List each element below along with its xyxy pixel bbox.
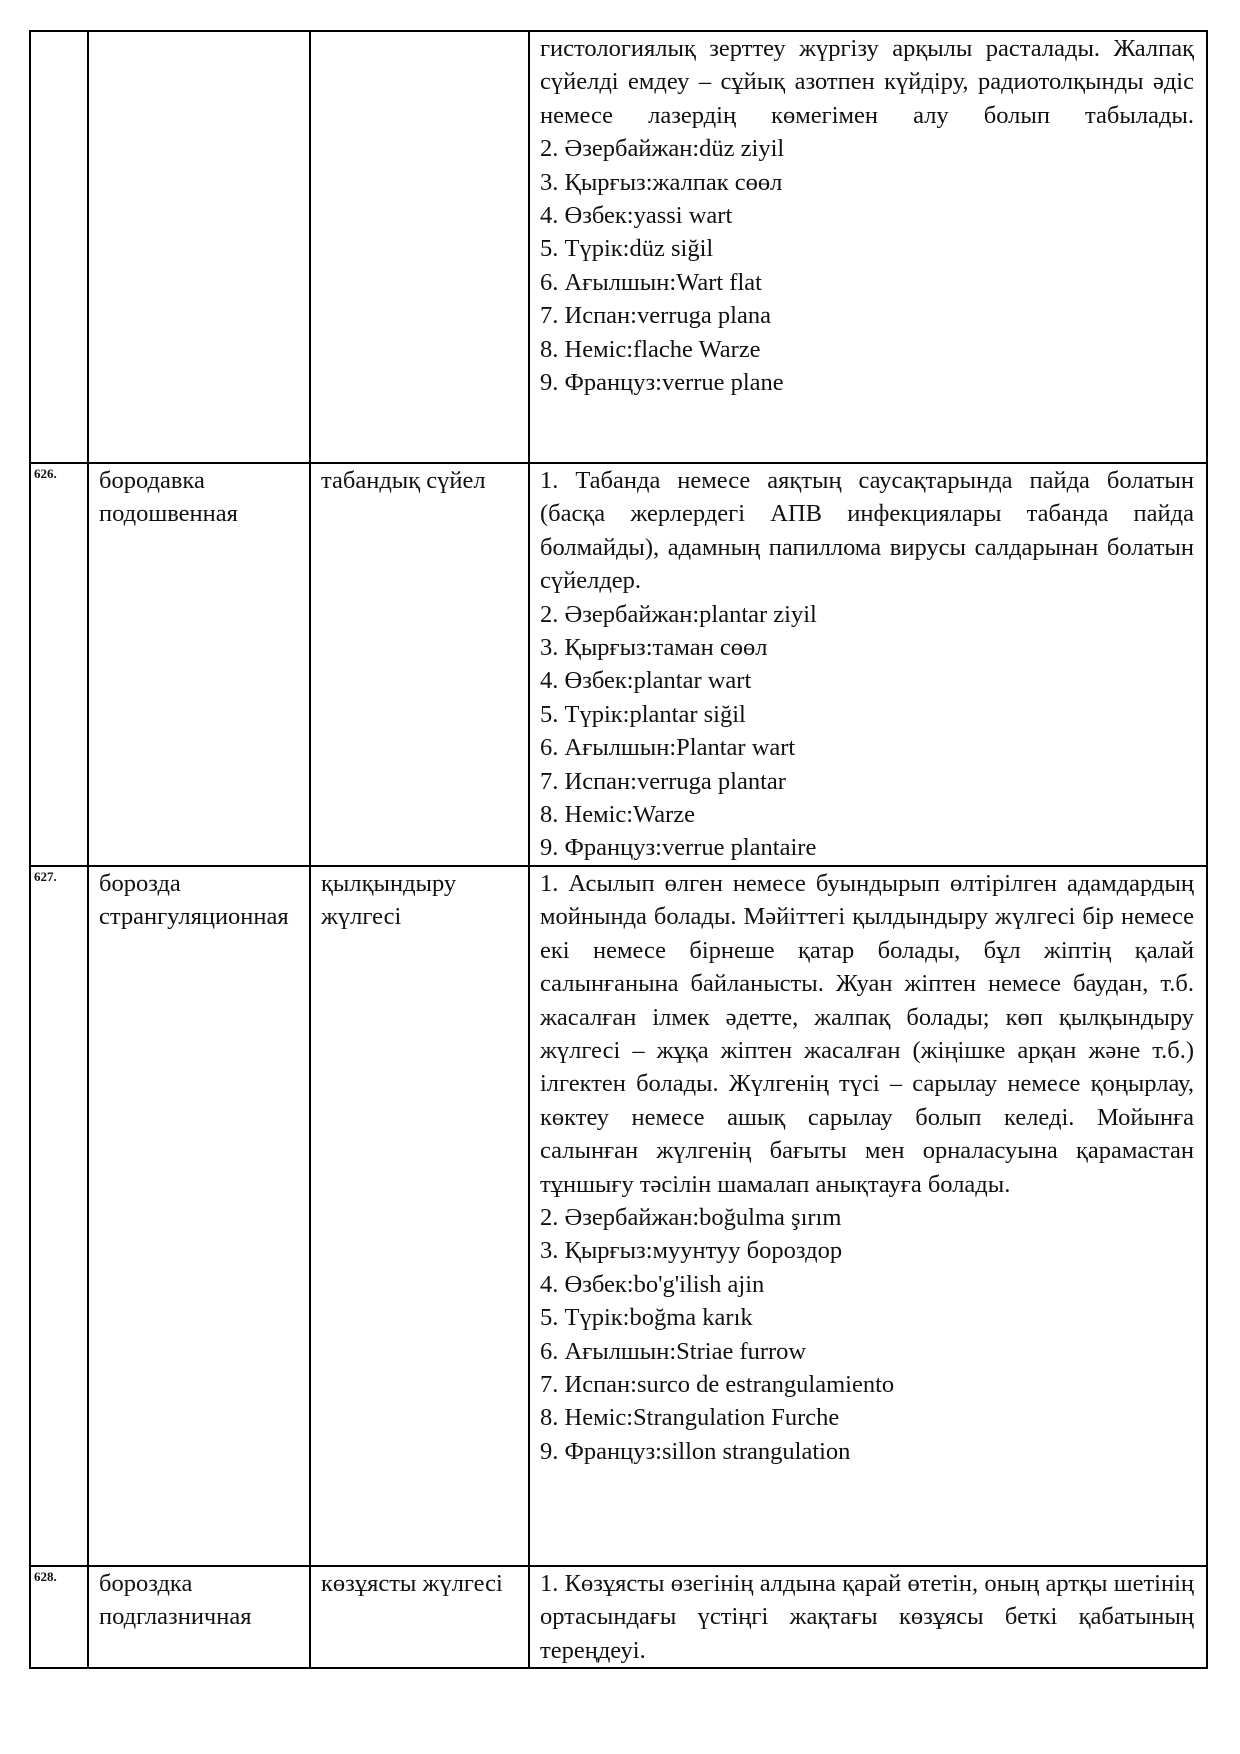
definition-cell [529,31,1207,463]
definition-cell [529,1566,1207,1668]
table-row [30,463,1207,866]
translation-de: 8. Неміс:flache Warze [540,335,761,363]
translation-uz: 4. Өзбек:bo'g'ilish ajin [540,1270,765,1298]
table-row [30,31,1207,463]
translation-es: 7. Испан:verruga plana [540,302,771,330]
russian-term [88,31,310,463]
definition-text: 1. Көзұясты өзегінің алдына қарай өтетін, оның артқы шетінің ортасындағы үстіңгі жақтағы көзұясы беткі қабатының тереңдеуі. [540,1569,1194,1664]
definition-cell [529,866,1207,1566]
translation-es: 7. Испан:surco de estrangulamiento [540,1370,895,1398]
translation-en: 6. Ағылшын:Wart flat [540,268,762,296]
entry-number: 628. [30,1566,88,1668]
translation-de: 8. Неміс:Strangulation Furche [540,1404,840,1432]
translation-de: 8. Неміс:Warze [540,801,696,829]
translation-tr: 5. Түрік:plantar siğil [540,700,746,728]
translation-tr: 5. Түрік:düz siğil [540,235,714,263]
kazakh-term: қылқындыру жүлгесі [310,866,529,1566]
definition-text: гистологиялық зерттеу жүргізу арқылы расталады. Жалпақ сүйелді емдеу – сұйық азотпен күйдіру, радиотолқынды әдіс немесе лазердің көмегімен алу болып табылады. [540,35,1194,129]
translation-fr: 9. Француз:sillon strangulation [540,1437,851,1465]
kazakh-term: көзұясты жүлгесі [310,1566,529,1668]
table-row [30,1566,1207,1668]
translation-ky: 3. Қырғыз:муунтуу бороздор [540,1237,843,1265]
entry-number: 626. [30,463,88,866]
translation-en: 6. Ағылшын:Plantar wart [540,734,796,762]
translation-ky: 3. Қырғыз:таман сөөл [540,634,768,662]
entry-number: 627. [30,866,88,1566]
kazakh-term [310,31,529,463]
russian-term: борозда странгуляционная [88,866,310,1566]
kazakh-term: табандық сүйел [310,463,529,866]
definition-text: 1. Асылып өлген немесе буындырып өлтірілген адамдардың мойнында болады. Мәйіттегі қылдындыру жүлгесі бір немесе екі немесе бірнеше қатар болады, бұл жіптің қалай салынғанына байланысты. Жуан жіптен немесе баудан, т.б. жасалған ілмек әдетте, жалпақ болады; көп қылқындыру жүлгесі – жұқа жіптен жасалған (жіңішке арқан және т.б.) ілгектен болады. Жүлгенің түсі – сарылау немесе қоңырлау, көктеу немесе ашық сарылау болып келеді. Мойынға салынған жүлгенің бағыты мен орналасуына қарамастан тұншығу тәсілін шамалап анықтауға болады. [540,869,1194,1198]
translation-az: 2. Әзербайжан:plantar ziyil [540,600,817,628]
russian-term: бороздка подглазничная [88,1566,310,1668]
table-row [30,866,1207,1566]
glossary-table [29,30,1208,1669]
translation-en: 6. Ағылшын:Striae furrow [540,1337,807,1365]
definition-text: 1. Табанда немесе аяқтың саусақтарында пайда болатын (басқа жерлердегі АПВ инфекциялары табанда пайда болмайды), адамның папиллома вирусы салдарынан болатын сүйелдер. [540,467,1194,595]
translation-uz: 4. Өзбек:yassi wart [540,202,733,230]
translation-fr: 9. Француз:verrue plane [540,369,784,397]
entry-number [30,31,88,463]
translation-tr: 5. Түрік:boğma karık [540,1304,753,1332]
translation-es: 7. Испан:verruga plantar [540,767,786,795]
translation-az: 2. Әзербайжан:düz ziyil [540,135,785,163]
definition-cell [529,463,1207,866]
russian-term: бородавка подошвенная [88,463,310,866]
translation-az: 2. Әзербайжан:boğulma şırım [540,1203,842,1231]
translation-uz: 4. Өзбек:plantar wart [540,667,752,695]
translation-fr: 9. Француз:verrue plantaire [540,834,817,862]
translation-ky: 3. Қырғыз:жалпак сөөл [540,168,783,196]
